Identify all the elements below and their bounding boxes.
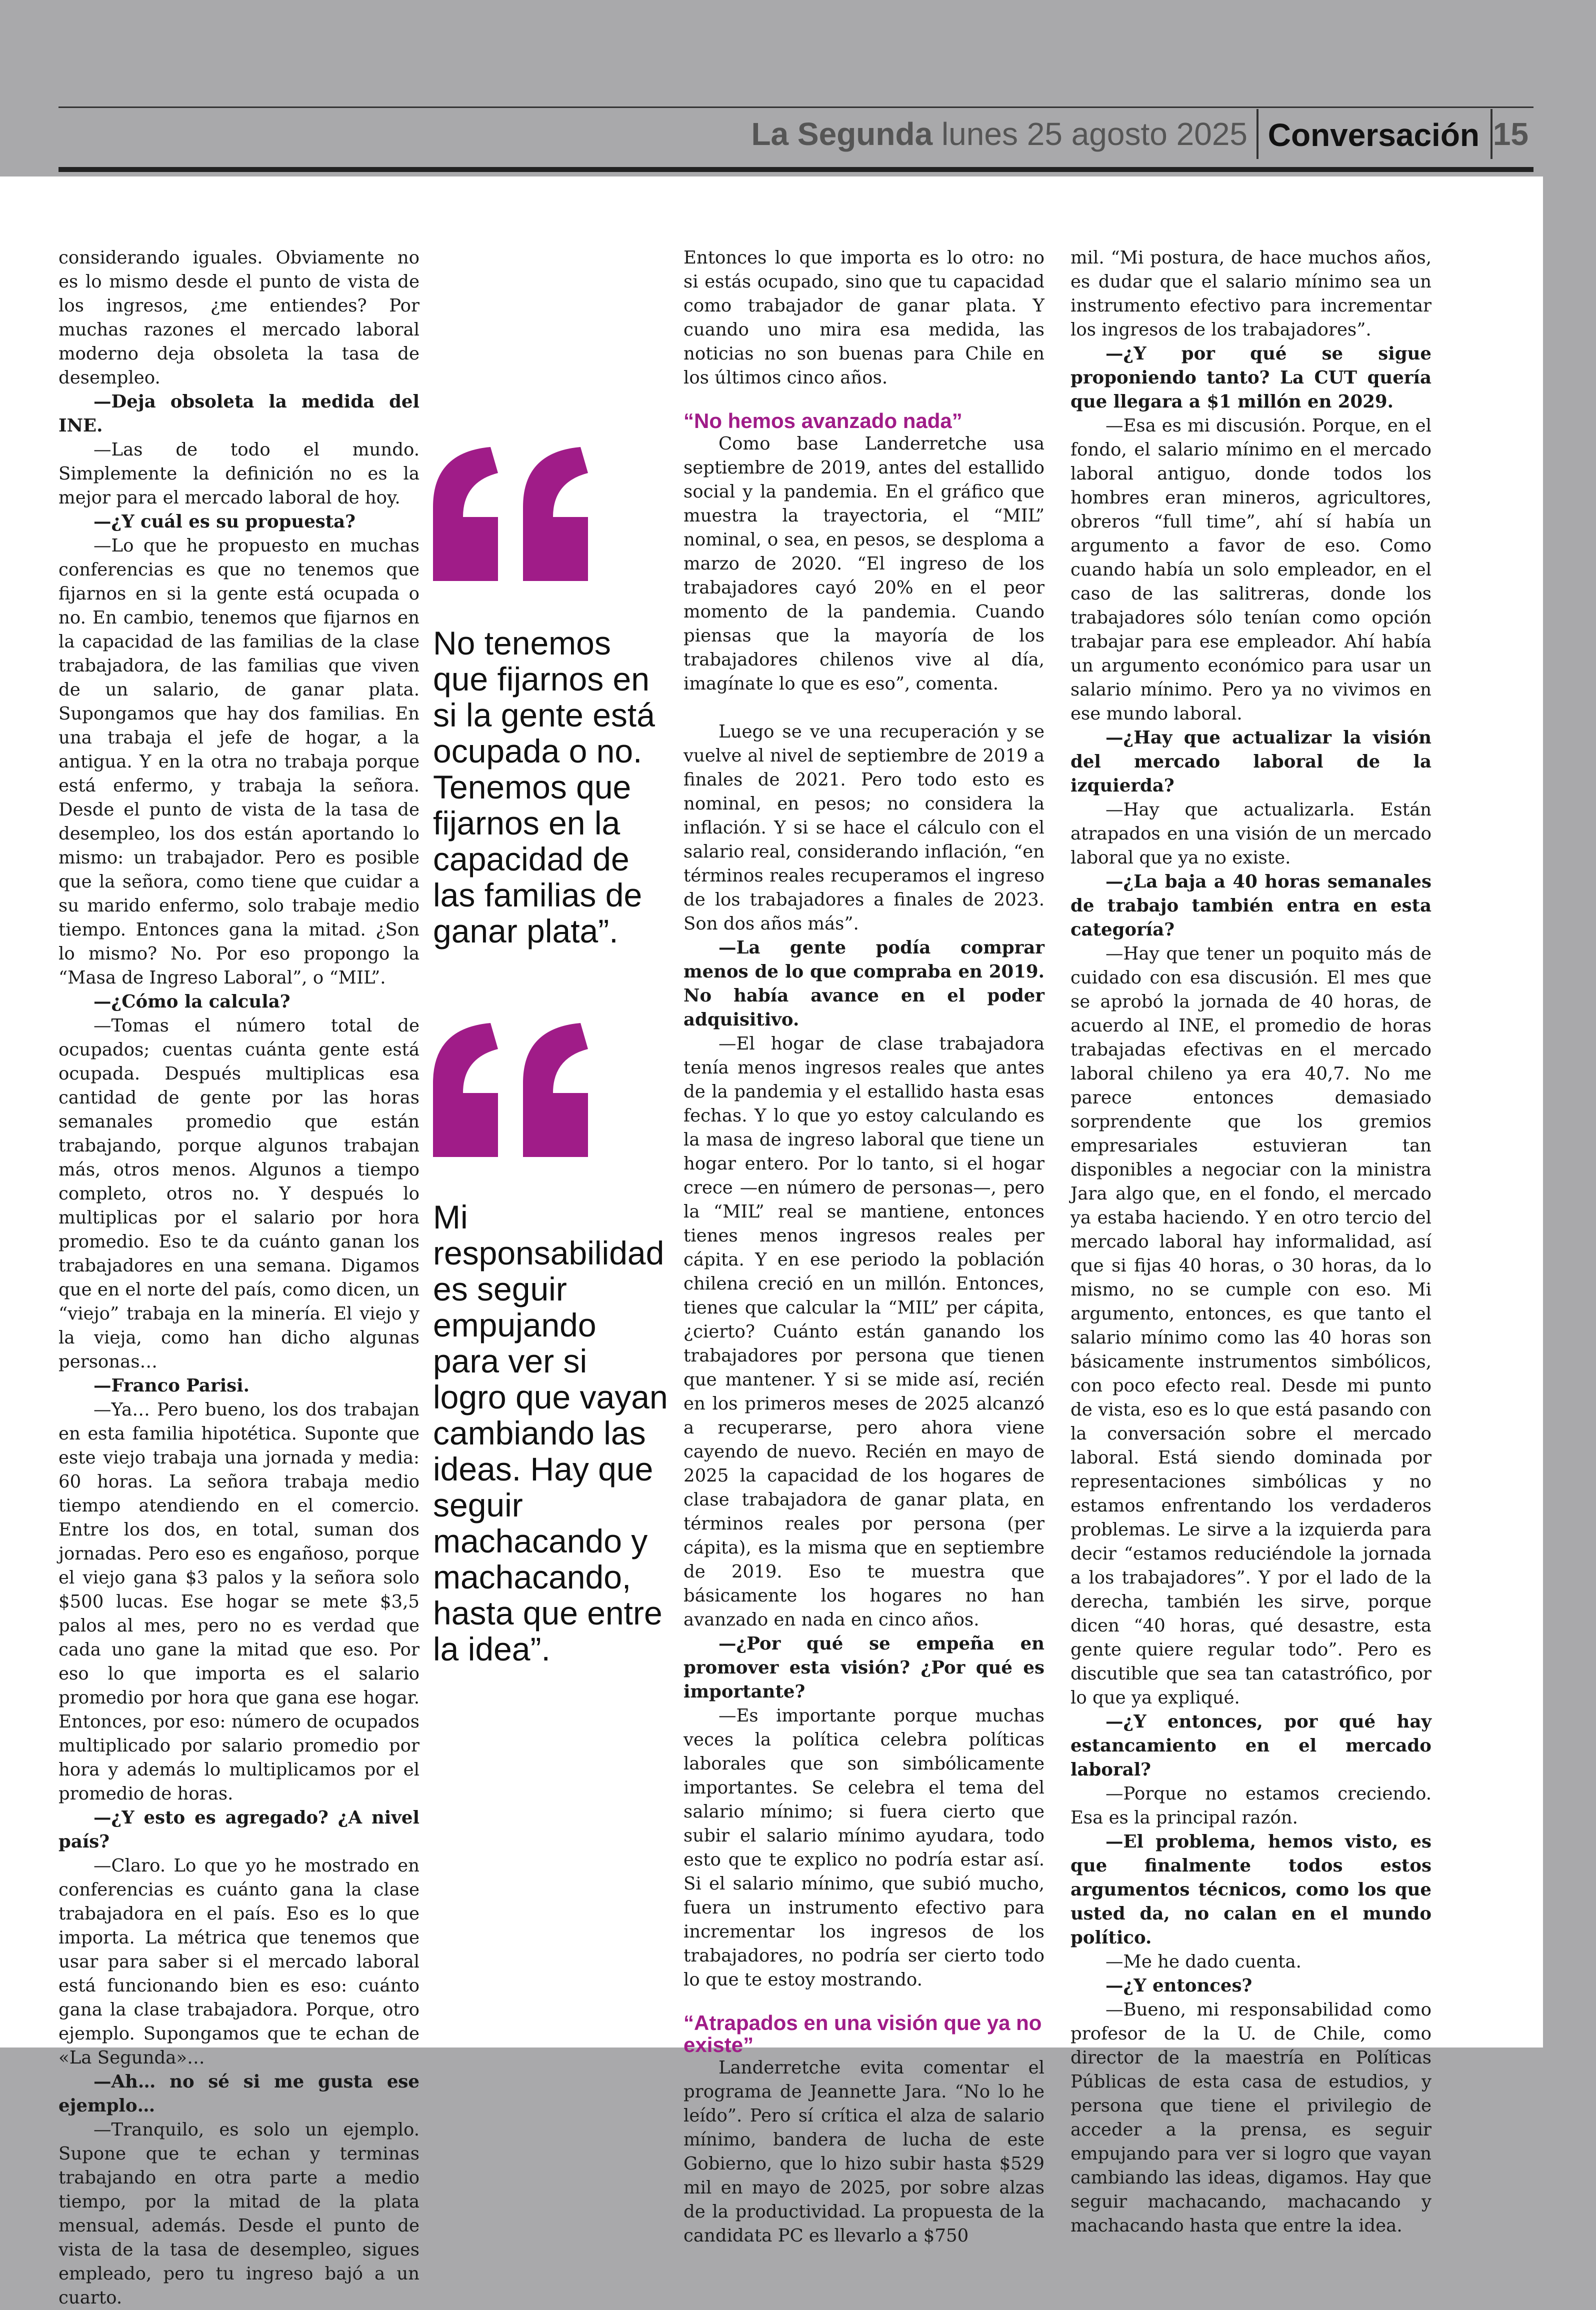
paragraph: mil. “Mi postura, de hace muchos años, es dudar que el salario mínimo sea un instrumento efectivo para incrementar los ingresos de los trabajadores”. (1070, 248, 1432, 340)
subheading: “Atrapados en una visión que ya no existe” (684, 2011, 1042, 2056)
paragraph: —Esa es mi discusión. Porque, en el fondo, el salario mínimo en el mercado laboral antiguo, donde todos los hombres eran mineros, agricultores, obreros “full time”, ahí sí había un argumento a favor de eso. Como cuando había un solo empleador, en el caso de las salitreras, donde los trabajadores sólo tenían como opción trabajar para ese empleador. Ahí había un argumento económico para usar un salario mínimo. Pero ya no vivimos en ese mundo laboral. (1070, 416, 1432, 724)
interview-question: —El problema, hemos visto, es que finalmente todos estos argumentos técnicos, como los que usted da, no calan en el mundo político. (1070, 1832, 1432, 1948)
paragraph: —Lo que he propuesto en muchas conferencias es que no tenemos que fijarnos en si la gente está ocupada o no. En cambio, tenemos que fijarnos en la capacidad de las familias de la clase trabajadora, de las familias que viven de un salario, de ganar plata. Supongamos que hay dos familias. En una trabaja el jefe de hogar, a la antigua. Y en la otra no trabaja porque está enfermo, y trabaja la señora. Desde el punto de vista de la tasa de desempleo, los dos están aportando lo mismo: un trabajador. Pero es posible que la señora, como tiene que cuidar a su marido enfermo, solo trabaje medio tiempo. Entonces gana la mitad. ¿Son lo mismo? No. Por eso propongo la “Masa de Ingreso Laboral”, o “MIL”. (58, 536, 420, 988)
page-header (58, 109, 1534, 165)
interview-question: —¿Y entonces, por qué hay estancamiento en el mercado laboral? (1070, 1712, 1432, 1780)
paragraph: —Tomas el número total de ocupados; cuentas cuánta gente está ocupada. Después multiplicas esa cantidad de gente por las horas semanales promedio que están trabajando, porque algunos trabajan más, otros menos. Algunos a tiempo completo, otros no. Y después lo multiplicas por el salario por hora promedio. Eso te da cuánto ganan los trabajadores en una semana. Digamos que en el norte del país, como dicen, un “viejo” trabaja en la minería. El viejo y la vieja, como han dicho algunas personas… (58, 1016, 420, 1372)
paragraph: —Me he dado cuenta. (1106, 1952, 1302, 1972)
pull-quote-1: No tenemos que fijarnos en si la gente está ocupada o no. Tenemos que fijarnos en la capacidad de las familias de ganar plata”. (433, 624, 655, 950)
column-1 (58, 246, 420, 2310)
paragraph: Luego se ve una recuperación y se vuelve al nivel de septiembre de 2019 a finales de 2021. Pero todo esto es nominal, en pesos; no considera la inflación. Y si se hace el cálculo con el salario real, considerando inflación, “en términos reales recuperamos el ingreso de los trabajadores a finales de 2023. Son dos años más”. (684, 722, 1044, 934)
pull-quote-2: Mi responsabilidad es seguir empujando para ver si logro que vayan cambiando las ideas. Hay que seguir machacando y machacando, hasta que entre la idea”. (433, 1198, 668, 1668)
interview-question: —¿Por qué se empeña en promover esta visión? ¿Por qué es importante? (684, 1634, 1044, 1702)
interview-question: —Deja obsoleta la medida del INE. (58, 392, 420, 436)
interview-question: —¿Y esto es agregado? ¿A nivel país? (58, 1808, 420, 1852)
issue-date: lunes 25 agosto 2025 (941, 116, 1248, 152)
interview-question: —Ah… no sé si me gusta ese ejemplo… (58, 2072, 420, 2116)
brand-name: La Segunda (751, 116, 933, 152)
masthead-date (751, 109, 1248, 159)
header-top-rule (58, 106, 1534, 108)
paragraph: —Bueno, mi responsabilidad como profesor de la U. de Chile, como director de la maestría en Políticas Públicas de esta casa de estudios, y persona que tiene el privilegio de acceder a la prensa, es seguir empujando para ver si logro que vayan cambiando las ideas, digamos. Hay que seguir machacando, machacando y machacando hasta que entre la idea. (1070, 2000, 1432, 2236)
interview-question: —¿Y por qué se sigue proponiendo tanto? La CUT quería que llegara a $1 millón en 2029. (1070, 344, 1432, 412)
interview-question: —La gente podía comprar menos de lo que compraba en 2019. No había avance en el poder adquisitivo. (684, 938, 1044, 1030)
subheading: “No hemos avanzado nada” (684, 409, 962, 432)
page-number: 15 (1492, 116, 1528, 152)
header-divider (1256, 109, 1258, 159)
interview-question: —¿Cómo la calcula? (94, 992, 290, 1012)
interview-question: —¿Y cuál es su propuesta? (94, 512, 356, 532)
column-2 (684, 246, 1044, 2248)
paragraph: —Porque no estamos creciendo. Esa es la principal razón. (1070, 1784, 1432, 1828)
interview-question: —¿Y entonces? (1106, 1976, 1252, 1996)
paragraph: Landerretche evita comentar el programa de Jeannette Jara. “No lo he leído”. Pero sí crítica el alza de salario mínimo, bandera de lucha de este Gobierno, que lo hizo subir hasta $529 mil en mayo de 2025, por sobre alzas de la productividad. La propuesta de la candidata PC es llevarlo a $750 (684, 2058, 1044, 2246)
header-bottom-rule (58, 167, 1534, 172)
column-3 (1070, 246, 1432, 2238)
paragraph: —Claro. Lo que yo he mostrado en conferencias es cuánto gana la clase trabajadora en el país. Eso es lo que importa. La métrica que tenemos que usar para saber si el mercado laboral está funcionando bien es eso: cuánto gana la clase trabajadora. Porque, otro ejemplo. Supongamos que te echan de «La Segunda»… (58, 1856, 420, 2068)
header-divider (1490, 109, 1492, 159)
interview-question: —¿Hay que actualizar la visión del mercado laboral de la izquierda? (1070, 728, 1432, 796)
section-name: Conversación (1268, 117, 1480, 153)
paragraph: —Es importante porque muchas veces la política celebra políticas laborales que son simbólicamente importantes. Se celebra el tema del salario mínimo; si fuera cierto que subir el salario mínimo ayudara, todo esto que te explico no podría estar así. Si el salario mínimo, que subió mucho, fuera un instrumento efectivo para incrementar los ingresos de los trabajadores, no podría ser cierto todo lo que te estoy mostrando. (684, 1706, 1044, 1990)
paragraph: —Las de todo el mundo. Simplemente la definición no es la mejor para el mercado laboral de hoy. (58, 440, 420, 508)
paragraph: —El hogar de clase trabajadora tenía menos ingresos reales que antes de la pandemia y el estallido hasta esas fechas. Y lo que yo estoy calculando es la masa de ingreso laboral que tiene un hogar entero. Por lo tanto, si el hogar crece —en número de personas—, pero la “MIL” real se mantiene, entonces tienes menos ingresos reales per cápita. Y en ese periodo la población chilena creció en un millón. Entonces, tienes que calcular la “MIL” per cápita, ¿cierto? Cuánto están ganando los trabajadores por persona que tienen que mantener. Y si se mide así, recién en los primeros meses de 2025 alcanzó a recuperarse, pero ahora viene cayendo de nuevo. Recién en mayo de 2025 la capacidad de los hogares de clase trabajadora de ganar plata, en términos reales por persona (per cápita), es la misma que en septiembre de 2019. Eso te muestra que básicamente los hogares no han avanzado en nada en cinco años. (684, 1034, 1044, 1630)
paragraph: considerando iguales. Obviamente no es lo mismo desde el punto de vista de los ingresos, ¿me entiendes? Por muchas razones el mercado laboral moderno deja obsoleta la tasa de desempleo. (58, 248, 420, 388)
paragraph: Como base Landerretche usa septiembre de 2019, antes del estallido social y la pandemia. En el gráfico que muestra la trayectoria, el “MIL” nominal, o sea, en pesos, se desploma a marzo de 2020. “El ingreso de los trabajadores cayó 20% en el peor momento de la pandemia. Cuando piensas que la mayoría de los trabajadores chilenos vive al día, imagínate lo que es eso”, comenta. (684, 434, 1044, 694)
paragraph: —Ya… Pero bueno, los dos trabajan en esta familia hipotética. Suponte que este viejo trabaja una jornada y media: 60 horas. La señora trabaja medio tiempo atendiendo en el comercio. Entre los dos, en total, suman dos jornadas. Pero eso es engañoso, porque el viejo gana $3 palos y la señora solo $500 lucas. Ese hogar se mete $3,5 palos al mes, pero no es verdad que cada uno gane la mitad que eso. Por eso lo que importa es el salario promedio por hora que gana ese hogar. Entonces, por eso: número de ocupados multiplicado por salario promedio por hora y además lo multiplicamos por el promedio de horas. (58, 1400, 420, 1804)
paragraph: —Hay que actualizarla. Están atrapados en una visión de un mercado laboral que ya no existe. (1070, 800, 1432, 868)
paragraph: Entonces lo que importa es lo otro: no si estás ocupado, sino que tu capacidad como trabajador de ganar plata. Y cuando uno mira esa medida, las noticias no son buenas para Chile en los últimos cinco años. (684, 248, 1044, 388)
interview-question: —¿La baja a 40 horas semanales de trabajo también entra en esta categoría? (1070, 872, 1432, 940)
open-quote-icon (433, 1023, 593, 1158)
open-quote-icon (433, 447, 593, 582)
interview-question: —Franco Parisi. (94, 1376, 250, 1396)
paragraph: —Hay que tener un poquito más de cuidado con esa discusión. El mes que se aprobó la jornada de 40 horas, de acuerdo al INE, el promedio de horas trabajadas efectivas en el mercado laboral chileno ya era 40,7. No me parece entonces demasiado sorprendente que los gremios empresariales estuvieran tan disponibles a negociar con la ministra Jara algo que, en el fondo, el mercado ya estaba haciendo. Y en otro tercio del mercado laboral hay informalidad, así que si fijas 40 horas, o 30 horas, da lo mismo, no se cumple con eso. Mi argumento, entonces, es que tanto el salario mínimo como las 40 horas son básicamente instrumentos simbólicos, con poco efecto real. Desde mi punto de vista, eso es lo que está pasando con la conversación sobre el mercado laboral. Está siendo dominada por representaciones simbólicas y no estamos enfrentando los verdaderos problemas. Le sirve a la izquierda para decir “estamos reduciéndole la jornada a los trabajadores”. Y por el lado de la derecha, también les sirve, porque dicen “40 horas, qué desastre, esta gente quiere regular todo”. Pero es discutible que sea tan catastrófico, por lo que ya expliqué. (1070, 944, 1432, 1708)
paragraph: —Tranquilo, es solo un ejemplo. Supone que te echan y terminas trabajando en otra parte a medio tiempo, por la mitad de la plata mensual, además. Desde el punto de vista de la tasa de desempleo, sigues empleado, pero tu ingreso bajó a un cuarto. (58, 2120, 420, 2308)
